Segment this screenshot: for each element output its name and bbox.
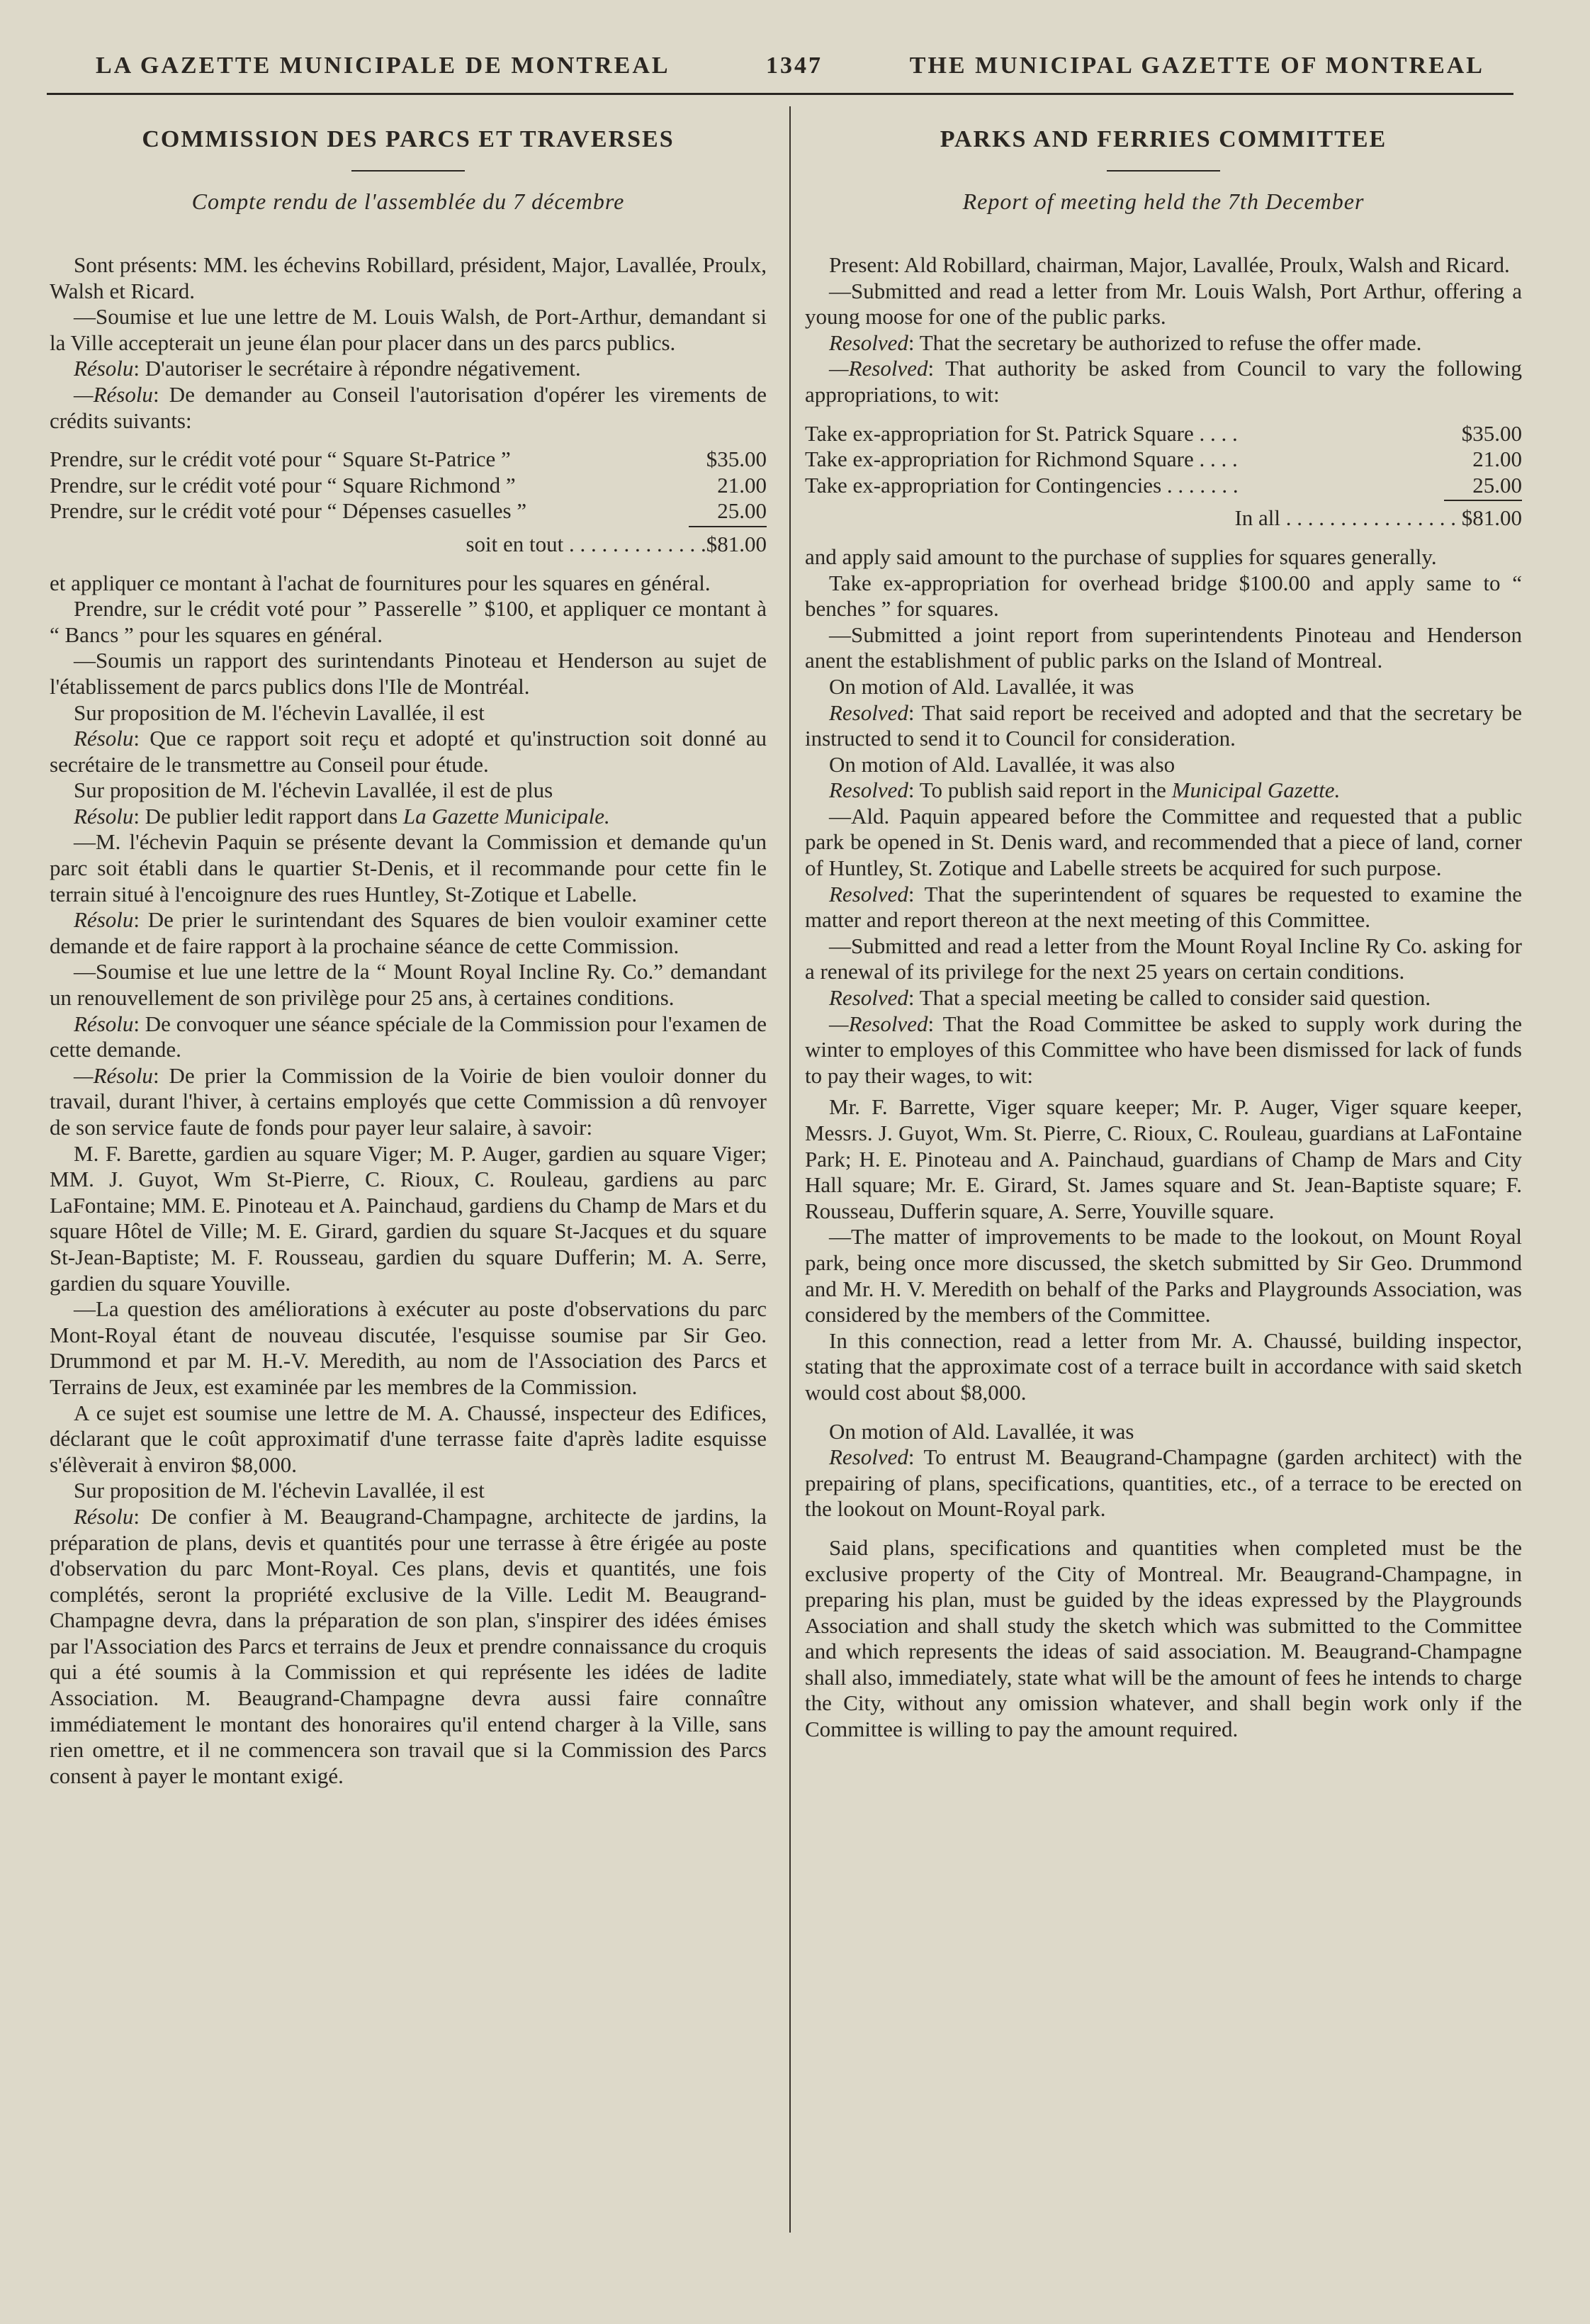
- en-resolution: Resolved: That the secretary be authorized to refuse the offer made.: [829, 330, 1422, 355]
- en-resolution: —Resolved: That the Road Committee be asked to supply work during the winter to employes of this Committee who have been dismissed for lack of funds to pay their wages, to wit:: [805, 1011, 1522, 1088]
- en-walsh-letter: —Submitted and read a letter from Mr. Louis Walsh, Port Arthur, offering a young moose for one of the public parks.: [805, 278, 1522, 330]
- en-paragraph: In this connection, read a letter from Mr. A. Chaussé, building inspector, stating that the approximate cost of a terrace built in accordance with said sketch would cost about $8,000.: [805, 1327, 1522, 1405]
- fr-paragraph: Prendre, sur le crédit voté pour ” Passerelle ” $100, et appliquer ce montant à “ Bancs ” pour les squares en général.: [50, 596, 767, 647]
- ledger-row: Take ex-appropriation for Contingencies . . . . . . . 25.00: [805, 472, 1522, 498]
- fr-motion: Sur proposition de M. l'échevin Lavallée, il est: [74, 1478, 485, 1503]
- en-paragraph: and apply said amount to the purchase of supplies for squares generally.: [805, 544, 1437, 569]
- page-number: 1347: [766, 52, 823, 79]
- en-resolution: Resolved: To entrust M. Beaugrand-Champagne (garden architect) with the prepairing of plans, specifications, quantities, etc., of a terrace to be erected on the lookout on Mount-Royal park.: [805, 1444, 1522, 1522]
- fr-attendance: Sont présents: MM. les échevins Robillard, président, Major, Lavallée, Proulx, Walsh et Ricard.: [50, 252, 767, 303]
- en-paragraph: —Submitted and read a letter from the Mount Royal Incline Ry Co. asking for a renewal of its privilege for the next 25 years on certain conditions.: [805, 933, 1522, 984]
- english-title: PARKS AND FERRIES COMMITTEE: [940, 126, 1387, 152]
- fr-employee-list: M. F. Barette, gardien au square Viger; M. P. Auger, gardien au square Viger; MM. J. Guyot, Wm St-Pierre, C. Rioux, C. Rouleau, gardiens au parc LaFontaine; MM. E. Pinoteau et A. Painchaud, gardiens du Champ de Mars et du square Hôtel de Ville; M. E. Girard, gardien du square St-Jacques et du square St-Jean-Baptiste; M. F. Rousseau, gardien du square Dufferin; M. A. Serre, gardien du square Youville.: [50, 1140, 767, 1296]
- english-title-rule: [1107, 170, 1220, 172]
- column-divider: [789, 106, 791, 2233]
- french-body: [50, 252, 767, 1789]
- french-column: [50, 126, 767, 1789]
- french-title-rule: [351, 170, 465, 172]
- en-ledger: [805, 421, 1522, 532]
- fr-paragraph: —La question des améliorations à exécuter au poste d'observations du parc Mont-Royal étant de nouveau discutée, l'esquisse soumise par Sir Geo. Drummond et par M. H.-V. Meredith, au nom de l'Association des Parcs et Terrains de Jeux, est examinée par les membres de la Commission.: [50, 1296, 767, 1399]
- english-subtitle: Report of meeting held the 7th December: [962, 189, 1365, 214]
- page-header: [96, 52, 1484, 84]
- ledger-row: Prendre, sur le crédit voté pour “ Square Richmond ” 21.00: [50, 472, 767, 498]
- fr-resolution: —Résolu: De prier la Commission de la Voirie de bien vouloir donner du travail, durant l'hiver, à certains employés que cette Commission a dû renvoyer de son service faute de fonds pour payer leur salaire, à savoir:: [50, 1062, 767, 1140]
- ledger-row: Prendre, sur le crédit voté pour “ Dépenses casuelles ” 25.00: [50, 498, 767, 524]
- en-paragraph: —Submitted a joint report from superintendents Pinoteau and Henderson anent the establishment of public parks on the Island of Montreal.: [805, 622, 1522, 673]
- en-resolution: Resolved: That a special meeting be called to consider said question.: [829, 985, 1431, 1011]
- english-body: [805, 252, 1522, 1743]
- fr-walsh-letter: —Soumise et lue une lettre de M. Louis Walsh, de Port-Arthur, demandant si la Ville accepterait un jeune élan pour placer dans un des parcs publics.: [50, 304, 767, 355]
- en-motion: On motion of Ald. Lavallée, it was: [829, 673, 1134, 699]
- ledger-total: soit en tout . . . . . . . . . . . . .$81.00: [466, 531, 767, 556]
- fr-resolution: —Résolu: De demander au Conseil l'autorisation d'opérer les virements de crédits suivants:: [50, 381, 767, 433]
- en-motion: On motion of Ald. Lavallée, it was also: [829, 751, 1175, 777]
- en-paragraph: —The matter of improvements to be made to the lookout, on Mount Royal park, being once more discussed, the sketch submitted by Sir Geo. Drummond and Mr. H. V. Meredith on behalf of the Parks and Playgrounds Association, was considered by the members of the Committee.: [805, 1224, 1522, 1327]
- french-title: COMMISSION DES PARCS ET TRAVERSES: [142, 126, 675, 152]
- fr-resolution: Résolu: De convoquer une séance spéciale de la Commission pour l'examen de cette demande.: [50, 1011, 767, 1062]
- en-resolution: Resolved: That the superintendent of squares be requested to examine the matter and report thereon at the next meeting of this Committee.: [805, 881, 1522, 933]
- header-rule: [47, 93, 1513, 95]
- en-attendance: Present: Ald Robillard, chairman, Major, Lavallée, Proulx, Walsh and Ricard.: [829, 252, 1510, 277]
- header-title-french: LA GAZETTE MUNICIPALE DE MONTREAL: [96, 52, 670, 79]
- en-resolution: Resolved: That said report be received and adopted and that the secretary be instructed to send it to Council for consideration.: [805, 700, 1522, 751]
- header-title-english: THE MUNICIPAL GAZETTE OF MONTREAL: [909, 52, 1484, 79]
- en-resolution: Resolved: To publish said report in the Municipal Gazette.: [829, 778, 1341, 803]
- en-paragraph: Said plans, specifications and quantities when completed must be the exclusive property of the City of Montreal. Mr. Beaugrand-Champagne, in preparing his plan, must be guided by the ideas expressed by the Playgrounds Association and shall study the sketch which was submitted to the Committee and which represents the ideas of said association. M. Beaugrand-Champagne shall also, immediately, state what will be the amount of fees he intends to charge the City, without any omission whatever, and shall begin work only if the Committee is willing to pay the amount required.: [805, 1534, 1522, 1742]
- fr-motion: Sur proposition de M. l'échevin Lavallée, il est de plus: [74, 778, 553, 803]
- fr-paragraph: —Soumis un rapport des surintendants Pinoteau et Henderson au sujet de l'établissement de parcs publics dons l'Ile de Montréal.: [50, 648, 767, 699]
- fr-resolution: Résolu: De confier à M. Beaugrand-Champagne, architecte de jardins, la préparation de plans, devis et quantités pour une terrasse à être érigée au poste d'observation du parc Mont-Royal. Ces plans, devis et quantités, une fois complétés, seront la propriété exclusive de la Ville. Ledit M. Beaugrand-Champagne devra, dans la préparation de son plan, s'inspirer des idées émises par l'Association des Parcs et terrains de Jeux et prendre connaissance du croquis qui a été soumis à la Commission et qui représente les idées de ladite Association. M. Beaugrand-Champagne devra aussi faire connaître immédiatement le montant des honoraires qu'il entend charger à la Ville, sans rien omettre, et il ne commencera son travail que si la Commission des Parcs consent à payer le montant exigé.: [50, 1503, 767, 1788]
- fr-resolution: Résolu: Que ce rapport soit reçu et adopté et qu'instruction soit donné au secrétaire de le transmettre au Conseil pour étude.: [50, 726, 767, 777]
- fr-paragraph: A ce sujet est soumise une lettre de M. A. Chaussé, inspecteur des Edifices, déclarant que le coût approximatif d'une terrasse faite d'après ladite esquisse s'élèverait à environ $8,000.: [50, 1400, 767, 1477]
- fr-paragraph: et appliquer ce montant à l'achat de fournitures pour les squares en général.: [50, 570, 711, 595]
- fr-resolution: Résolu: De publier ledit rapport dans La Gazette Municipale.: [74, 803, 610, 829]
- en-paragraph: —Ald. Paquin appeared before the Committee and requested that a public park be opened in St. Denis ward, and recommended that a piece of land, corner of Huntley, St. Zotique and Labelle streets be acquired for such purpose.: [805, 803, 1522, 881]
- ledger-row: Take ex-appropriation for Richmond Square . . . . 21.00: [805, 447, 1522, 472]
- ledger-row: Take ex-appropriation for St. Patrick Square . . . . $35.00: [805, 420, 1522, 446]
- fr-ledger: [50, 447, 767, 557]
- en-paragraph: Take ex-appropriation for overhead bridge $100.00 and apply same to “ benches ” for squares.: [805, 570, 1522, 622]
- fr-paragraph: —M. l'échevin Paquin se présente devant la Commission et demande qu'un parc soit établi dans le quartier St-Denis, et il recommande pour cette fin le terrain situé à l'encoignure des rues Huntley, St-Zotique et Labelle.: [50, 829, 767, 906]
- fr-paragraph: —Soumise et lue une lettre de la “ Mount Royal Incline Ry. Co.” demandant un renouvellement de son privilège pour 25 ans, à certaines conditions.: [50, 959, 767, 1011]
- en-motion: On motion of Ald. Lavallée, it was: [829, 1418, 1134, 1444]
- fr-resolution: Résolu: De prier le surintendant des Squares de bien vouloir examiner cette demande et de faire rapport à la prochaine séance de cette Commission.: [50, 907, 767, 958]
- ledger-total: In all . . . . . . . . . . . . . . . . $81.00: [1234, 505, 1522, 531]
- fr-resolution: Résolu: D'autoriser le secrétaire à répondre négativement.: [74, 356, 581, 381]
- en-employee-list: Mr. F. Barrette, Viger square keeper; Mr. P. Auger, Viger square keeper, Messrs. J. Guyot, Wm. St. Pierre, C. Rioux, C. Rouleau, guardians at LaFontaine Park; H. E. Pinoteau and A. Painchaud, guardians of Champ de Mars and City Hall square; Mr. E. Girard, St. James square and St. Jean-Baptiste square; F. Rousseau, Dufferin square, A. Serre, Youville square.: [805, 1094, 1522, 1223]
- en-resolution: —Resolved: That authority be asked from Council to vary the following appropriations, to wit:: [805, 356, 1522, 407]
- ledger-row: Prendre, sur le crédit voté pour “ Square St-Patrice ” $35.00: [50, 447, 767, 472]
- french-subtitle: Compte rendu de l'assemblée du 7 décembre: [191, 189, 625, 214]
- fr-motion: Sur proposition de M. l'échevin Lavallée, il est: [74, 700, 485, 725]
- english-column: [805, 126, 1522, 1743]
